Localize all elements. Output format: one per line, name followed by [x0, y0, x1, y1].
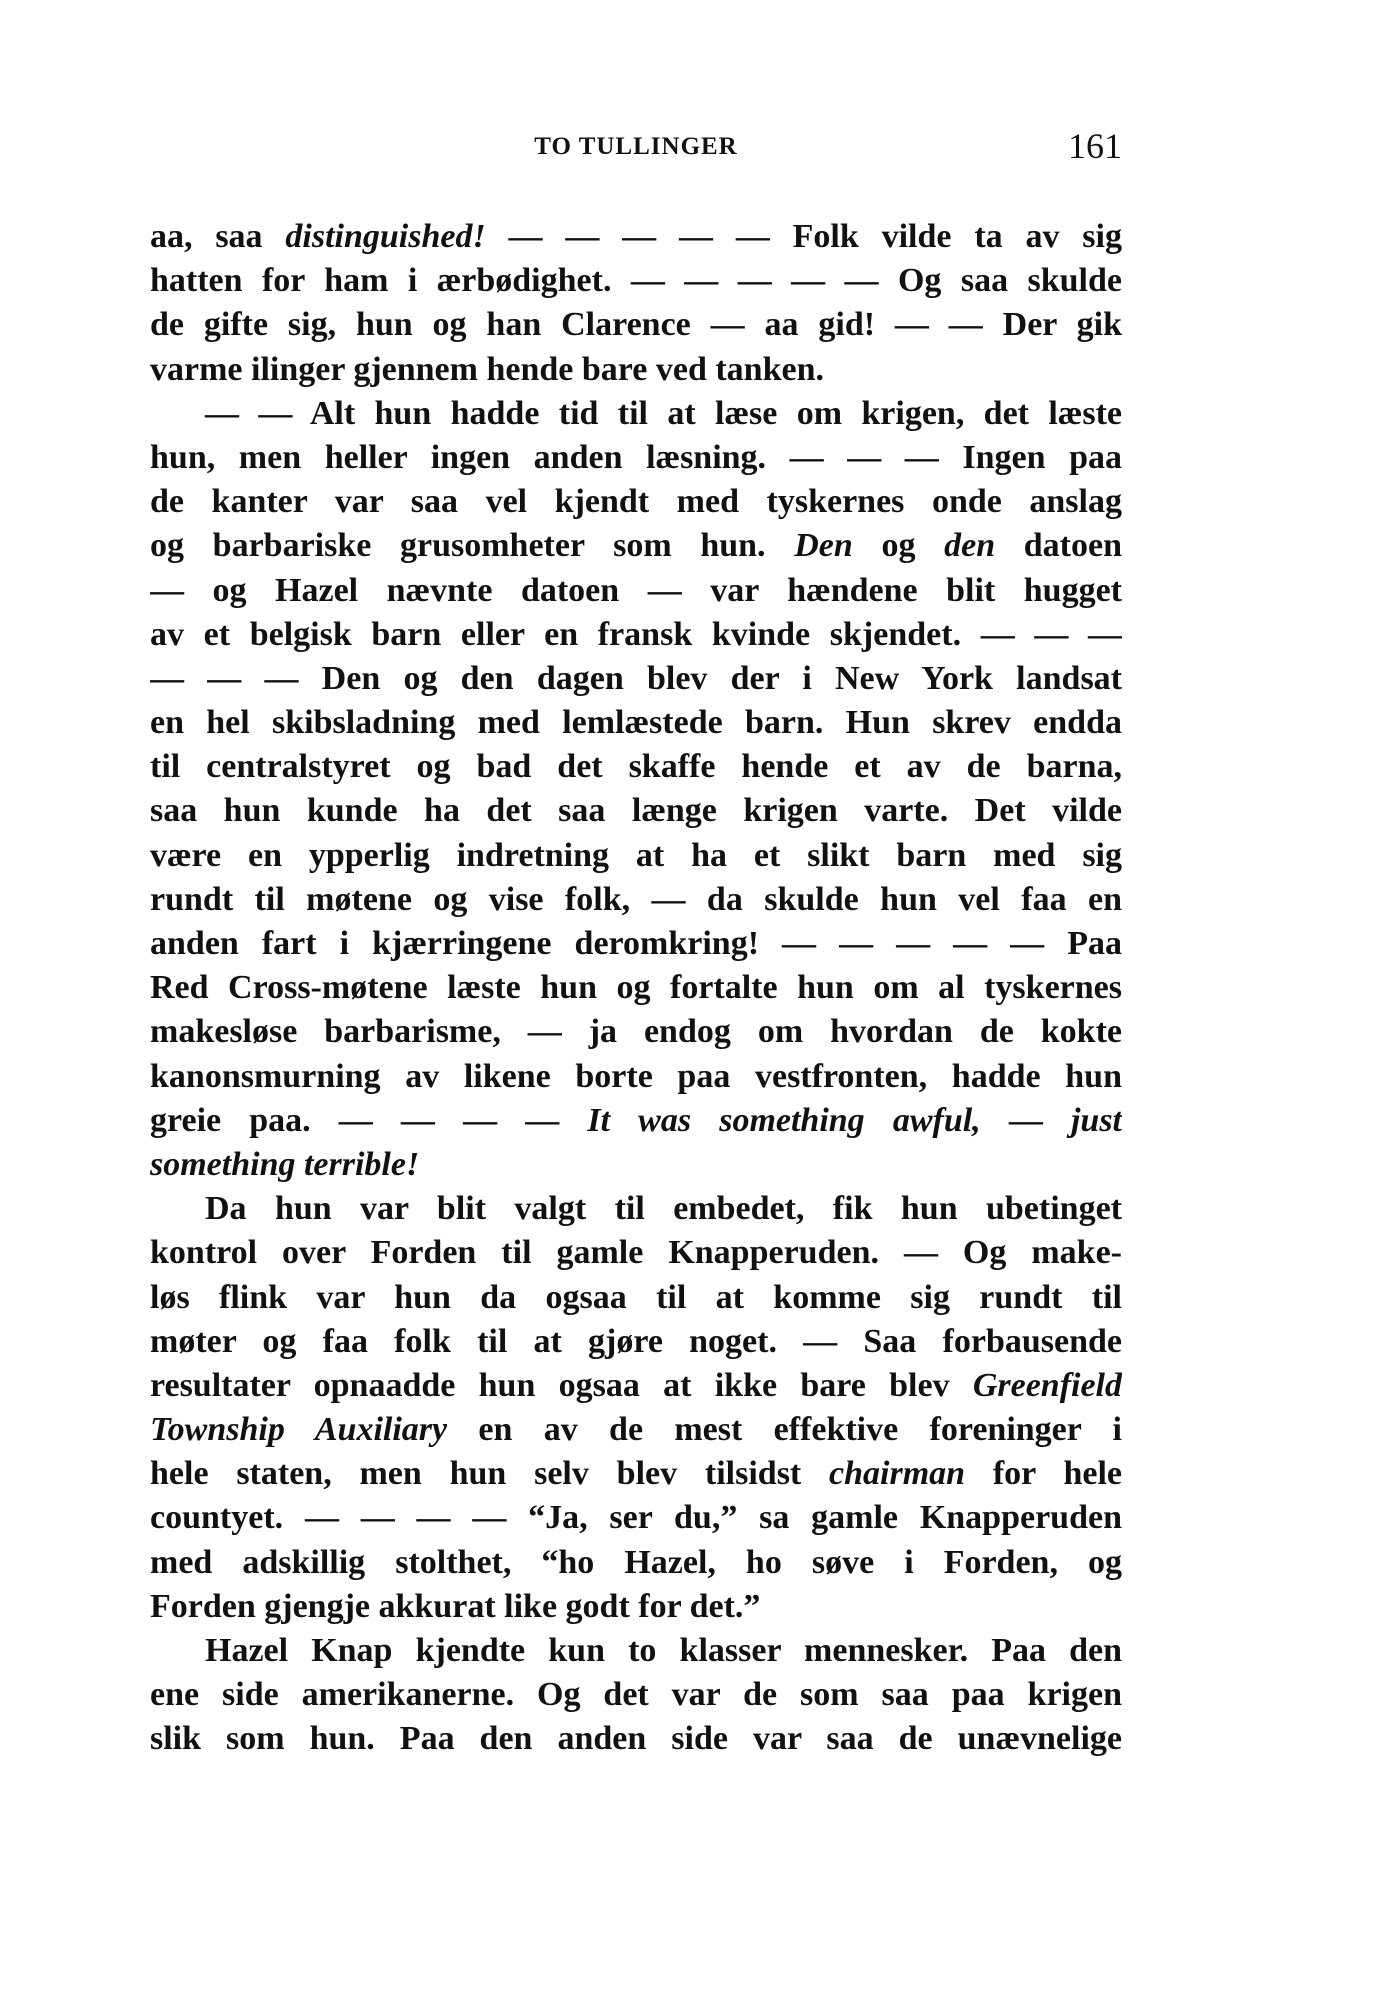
text-line: Township Auxiliary en av de mest effektive foreninger i: [150, 1411, 1122, 1449]
text-line: kontrol over Forden til gamle Knapperuden. — Og make-: [150, 1234, 1122, 1272]
text-line: ene side amerikanerne. Og det var de som saa paa krigen: [150, 1676, 1122, 1714]
text-line: en hel skibsladning med lemlæstede barn. Hun skrev endda: [150, 704, 1122, 742]
text-line: something terrible!: [150, 1145, 420, 1183]
text-line: kanonsmurning av likene borte paa vestfronten, hadde hun: [150, 1057, 1122, 1095]
text-line: — — Alt hun hadde tid til at læse om krigen, det læste: [205, 394, 1122, 432]
text-line: de kanter var saa vel kjendt med tyskernes onde anslag: [150, 483, 1122, 521]
text-line: anden fart i kjærringene deromkring! — — — — — Paa: [150, 925, 1122, 962]
text-line: Hazel Knap kjendte kun to klasser mennesker. Paa den: [205, 1632, 1122, 1669]
running-head: TO TULLINGER: [534, 133, 738, 160]
text-line: med adskillig stolthet, “ho Hazel, ho søve i Forden, og: [150, 1543, 1122, 1581]
text-line: varme ilinger gjennem hende bare ved tanken.: [150, 350, 824, 388]
text-line: av et belgisk barn eller en fransk kvinde skjendet. — — —: [150, 615, 1122, 653]
page-header: [150, 125, 1122, 175]
text-line: slik som hun. Paa den anden side var saa de unævnelige: [150, 1720, 1122, 1758]
text-line: rundt til møtene og vise folk, — da skulde hun vel faa en: [150, 880, 1122, 918]
text-line: løs flink var hun da ogsaa til at komme sig rundt til: [150, 1278, 1122, 1316]
text-line: greie paa. — — — — It was something awful, — just: [150, 1101, 1122, 1139]
text-line: saa hun kunde ha det saa længe krigen varte. Det vilde: [150, 792, 1122, 830]
page-number: 161: [1068, 126, 1122, 166]
text-line: makesløse barbarisme, — ja endog om hvordan de kokte: [150, 1013, 1122, 1051]
text-line: Forden gjengje akkurat like godt for det.”: [150, 1587, 761, 1625]
text-line: hun, men heller ingen anden læsning. — — — Ingen paa: [150, 438, 1122, 476]
body-text: [150, 215, 1122, 1762]
text-line: resultater opnaadde hun ogsaa at ikke bare blev Greenfield: [150, 1366, 1122, 1404]
text-line: og barbariske grusomheter som hun. Den og den datoen: [150, 527, 1122, 565]
text-line: hele staten, men hun selv blev tilsidst chairman for hele: [150, 1455, 1122, 1493]
text-line: Red Cross-møtene læste hun og fortalte hun om al tyskernes: [150, 969, 1122, 1007]
text-line: — — — Den og den dagen blev der i New York landsat: [150, 659, 1122, 697]
text-line: Da hun var blit valgt til embedet, fik hun ubetinget: [205, 1190, 1122, 1228]
text-line: aa, saa distinguished! — — — — — Folk vilde ta av sig: [150, 218, 1122, 255]
text-line: de gifte sig, hun og han Clarence — aa gid! — — Der gik: [150, 306, 1122, 344]
text-line: møter og faa folk til at gjøre noget. — Saa forbausende: [150, 1322, 1122, 1360]
text-line: — og Hazel nævnte datoen — var hændene blit hugget: [150, 571, 1122, 609]
text-line: til centralstyret og bad det skaffe hende et av de barna,: [150, 748, 1122, 786]
text-line: countyet. — — — — “Ja, ser du,” sa gamle Knapperuden: [150, 1499, 1122, 1537]
text-line: være en ypperlig indretning at ha et slikt barn med sig: [150, 836, 1122, 874]
text-line: hatten for ham i ærbødighet. — — — — — Og saa skulde: [150, 262, 1122, 300]
